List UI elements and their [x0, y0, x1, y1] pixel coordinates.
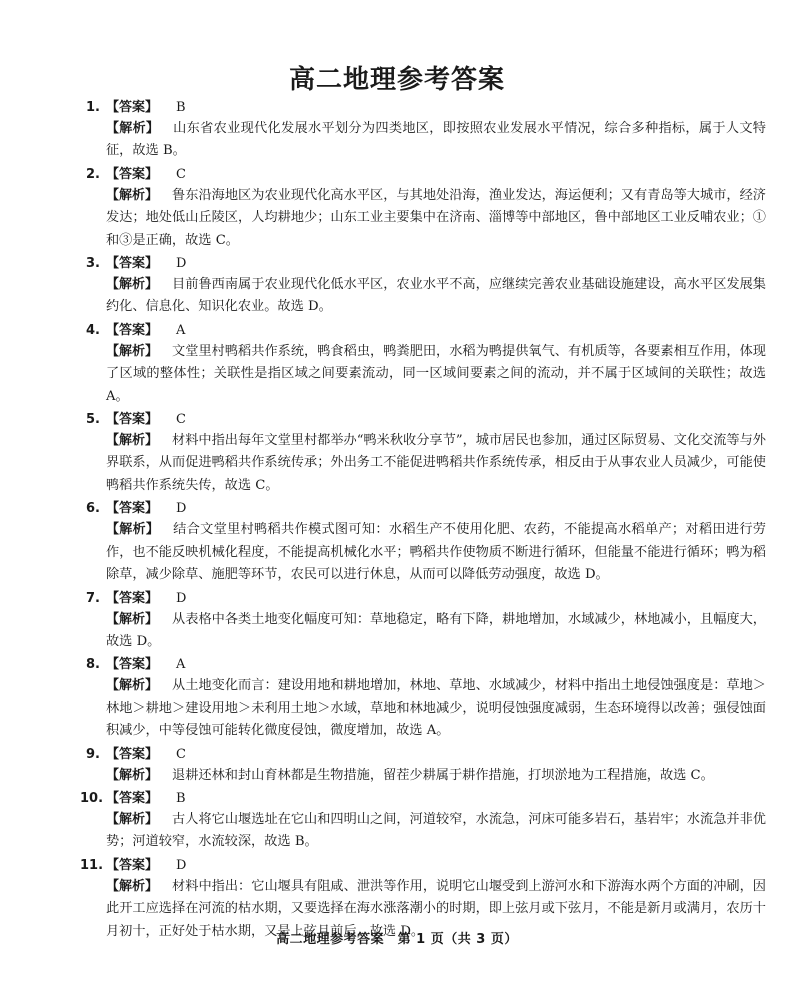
answer-item-9: [86, 743, 766, 787]
answer-line: [80, 787, 766, 809]
analysis-body: 鲁东沿海地区为农业现代化高水平区，与其地处沿海，渔业发达，海运便利；又有青岛等大城市，经济发达；地处低山丘陵区，人均耕地少；山东工业主要集中在济南、淄博等中部地区，鲁中部地区工业反哺农业；①和③是正确，故选 C。: [106, 187, 766, 248]
answer-item-7: [86, 587, 766, 654]
answer-list: [80, 96, 766, 943]
answer-tag: 【答案】: [106, 501, 159, 517]
analysis-body: 古人将它山堰选址在它山和四明山之间，河道较窄，水流急，河床可能多岩石，基岩牢；水流急并非优势；河道较窄，水流较深，故选 B。: [106, 811, 766, 850]
analysis-tag: 【解析】: [106, 121, 160, 136]
analysis-tag: 【解析】: [106, 678, 159, 694]
answer-line: [86, 743, 766, 765]
answer-value: C: [176, 746, 186, 762]
analysis-tag: 【解析】: [106, 611, 159, 627]
analysis-tag: 【解析】: [106, 343, 159, 359]
question-number: 2.: [86, 166, 100, 182]
answer-tag: 【答案】: [106, 857, 159, 873]
analysis-text: [86, 809, 766, 854]
analysis-body: 材料中指出：它山堰具有阻咸、泄洪等作用，说明它山堰受到上游河水和下游海水两个方面的冲刷，因此开工应选择在河流的枯水期，又要选择在海水涨落潮小的时期，即上弦月或下弦月，不能是新月或满月，农历十月初十，正好处于枯水期，又是上弦月前后，故选 D。: [106, 878, 766, 939]
analysis-text: [86, 765, 766, 787]
answer-item-3: [86, 252, 766, 319]
analysis-body: 从表格中各类土地变化幅度可知：草地稳定，略有下降，耕地增加，水域减少，林地减小，且幅度大，故选 D。: [106, 611, 766, 649]
answer-value: D: [176, 256, 187, 272]
question-number: 8.: [86, 657, 100, 673]
analysis-text: [86, 341, 766, 408]
answer-tag: 【答案】: [106, 746, 159, 762]
analysis-body: 从土地变化而言：建设用地和耕地增加，林地、草地、水域减少，材料中指出土地侵蚀强度是：草地＞林地＞耕地＞建设用地＞未利用土地＞水域，草地和林地减少，说明侵蚀强度减弱，生态环境得以改善；强侵蚀面积减少，中等侵蚀可能转化微度侵蚀，微度增加，故选 A。: [106, 678, 766, 739]
answer-value: A: [176, 322, 186, 338]
analysis-tag: 【解析】: [106, 433, 159, 449]
answer-tag: 【答案】: [106, 166, 159, 182]
answer-tag: 【答案】: [106, 256, 159, 272]
answer-item-1: [86, 96, 766, 163]
answer-tag: 【答案】: [106, 790, 159, 806]
analysis-body: 材料中指出每年文堂里村都举办“鸭米秋收分享节”，城市居民也参加，通过区际贸易、文化交流等与外界联系，从而促进鸭稻共作系统传承；外出务工不能促进鸭稻共作系统传承，相反由于从事农业人员减少，可能使鸭稻共作系统失传，故选 C。: [106, 433, 766, 493]
answer-line: [86, 587, 766, 609]
answer-value: D: [176, 857, 187, 873]
analysis-tag: 【解析】: [106, 767, 159, 783]
answer-item-8: [86, 653, 766, 742]
answer-tag: 【答案】: [106, 657, 159, 673]
analysis-body: 退耕还林和封山育林都是生物措施，留茬少耕属于耕作措施，打坝淤地为工程措施，故选 C。: [172, 767, 714, 783]
answer-line: [86, 497, 766, 519]
analysis-tag: 【解析】: [106, 187, 159, 203]
analysis-text: [86, 609, 766, 654]
answer-tag: 【答案】: [106, 322, 159, 338]
answer-line: [86, 163, 766, 185]
answer-tag: 【答案】: [106, 100, 159, 115]
answer-tag: 【答案】: [106, 590, 159, 606]
answer-value: B: [176, 790, 186, 806]
answer-item-6: [86, 497, 766, 586]
analysis-text: [86, 118, 766, 163]
analysis-body: 结合文堂里村鸭稻共作模式图可知：水稻生产不使用化肥、农药，不能提高水稻单产；对稻田进行劳作，也不能反映机械化程度，不能提高机械化水平；鸭稻共作使物质不断进行循环，但能量不能进行循环；鸭为稻除草，减少除草、施肥等环节，农民可以进行休息，从而可以降低劳动强度，故选 D。: [106, 522, 766, 583]
answer-item-10: [80, 787, 766, 854]
analysis-body: 山东省农业现代化发展水平划分为四类地区，即按照农业发展水平情况，综合多种指标，属于人文特征，故选 B。: [106, 121, 766, 159]
question-number: 6.: [86, 501, 100, 517]
answer-value: A: [176, 657, 186, 673]
page-footer: 高二地理参考答案 第 1 页（共 3 页）: [276, 932, 518, 947]
answer-value: D: [176, 501, 187, 517]
analysis-tag: 【解析】: [106, 878, 159, 894]
question-number: 7.: [86, 590, 100, 606]
analysis-tag: 【解析】: [106, 522, 160, 538]
analysis-text: [86, 519, 766, 586]
analysis-tag: 【解析】: [106, 277, 159, 293]
answer-item-4: [86, 319, 766, 408]
analysis-text: [86, 675, 766, 742]
answer-line: [86, 653, 766, 675]
analysis-text: [86, 430, 766, 497]
question-number: 9.: [86, 746, 100, 762]
answer-value: D: [176, 590, 187, 606]
analysis-tag: 【解析】: [106, 811, 159, 827]
question-number: 3.: [86, 256, 100, 272]
answer-line: [80, 854, 766, 876]
answer-line: [86, 319, 766, 341]
answer-item-2: [86, 163, 766, 252]
answer-line: [86, 408, 766, 430]
answer-value: C: [176, 412, 186, 428]
page-title: 高二地理参考答案: [288, 65, 505, 95]
analysis-text: [86, 274, 766, 319]
answer-value: C: [176, 166, 186, 182]
question-number: 1.: [86, 100, 100, 115]
answer-item-5: [86, 408, 766, 497]
analysis-body: 文堂里村鸭稻共作系统，鸭食稻虫，鸭粪肥田，水稻为鸭提供氧气、有机质等，各要素相互作用，体现了区域的整体性；关联性是指区域之间要素流动，同一区域间要素之间的流动，并不属于区域间的关联性；故选 A。: [106, 343, 766, 404]
answer-line: [86, 252, 766, 274]
question-number: 5.: [86, 412, 100, 428]
question-number: 11.: [80, 857, 104, 873]
question-number: 4.: [86, 322, 100, 338]
answer-tag: 【答案】: [106, 412, 159, 428]
analysis-text: [86, 185, 766, 252]
answer-value: B: [176, 100, 186, 115]
question-number: 10.: [80, 790, 104, 806]
analysis-body: 目前鲁西南属于农业现代化低水平区，农业水平不高，应继续完善农业基础设施建设，高水平区发展集约化、信息化、知识化农业。故选 D。: [106, 277, 766, 315]
answer-line: [86, 96, 766, 118]
